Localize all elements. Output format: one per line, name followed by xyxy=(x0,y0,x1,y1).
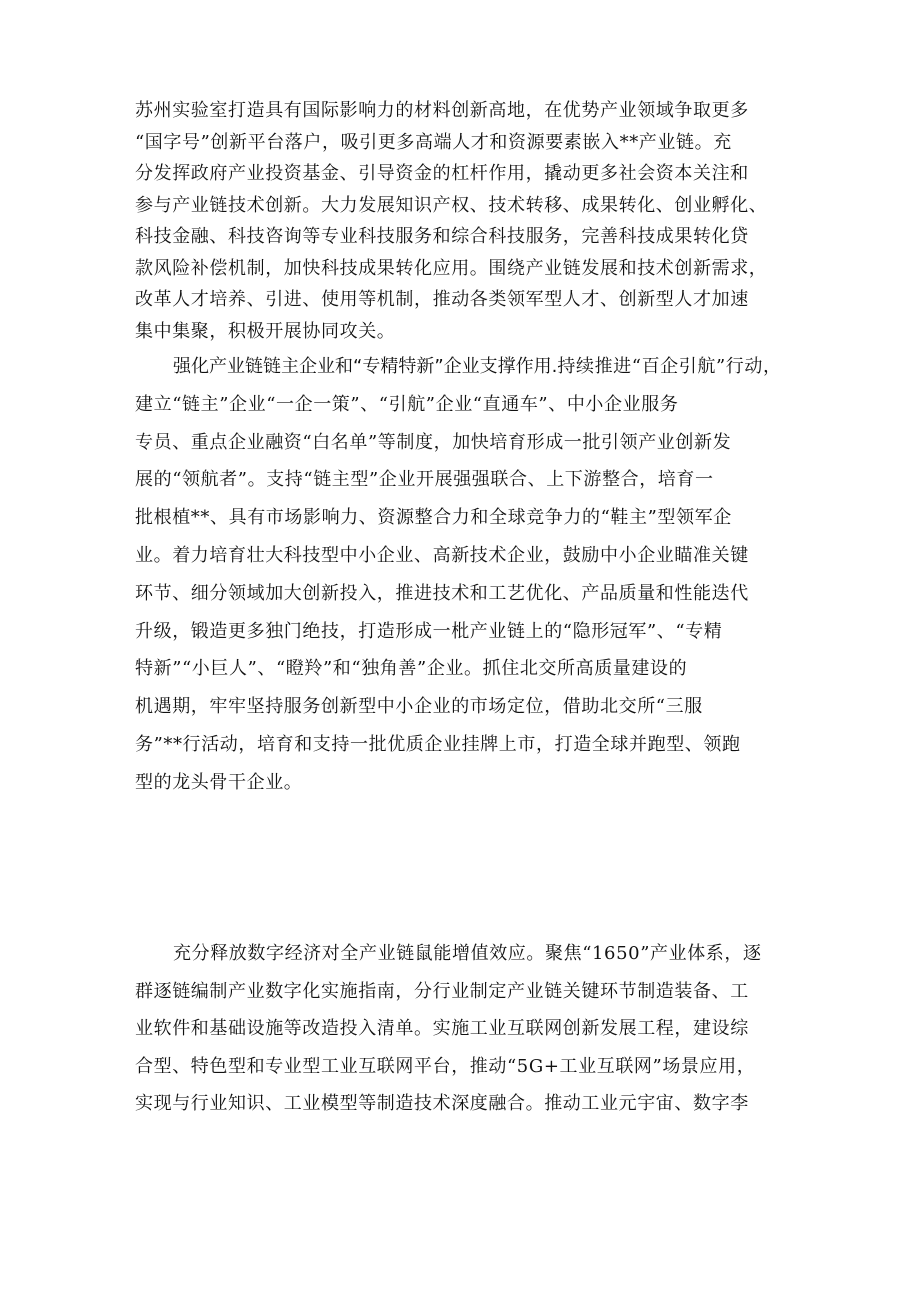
text-line: 批根植**、具有市场影响力、资源整合力和全球竞争力的“鞋主”型领军企 xyxy=(135,507,732,529)
text-line: 苏州实验室打造具有国际影响力的材料创新高地，在优势产业领域争取更多 xyxy=(135,100,749,121)
text-line: 改革人才培养、引进、使用等机制，推动各类领军型人才、创新型人才加速 xyxy=(135,289,749,310)
text-line: 环节、细分领域加大创新投入，推进技术和工艺优化、产品质量和性能迭代 xyxy=(135,582,749,604)
text-line: 群逐链编制产业数字化实施指南，分行业制定产业链关键环节制造装备、工 xyxy=(135,980,749,1002)
text-line: 升级，锻造更多独门绝技，打造形成一枇产业链上的“隐形冠军”、“专精 xyxy=(135,620,723,642)
text-line: 特新”“小巨人”、“瞪羚”和“独角善”企业。抓住北交所高质量建设的 xyxy=(135,658,688,680)
text-line: 务”**行活动，培育和支持一批优质企业挂牌上市，打造全球并跑型、领跑 xyxy=(135,733,741,755)
text-line: 分发挥政府产业投资基金、引导资金的杠杆作用，撬动更多社会资本关注和 xyxy=(135,163,749,184)
text-line: 型的龙头骨干企业。 xyxy=(135,771,303,793)
text-line: 展的“领航者”。支持“链主型”企业开展强强联合、上下游整合，培育一 xyxy=(135,469,714,491)
text-line: 实现与行业知识、工业模型等制造技术深度融合。推动工业元宇宙、数字李 xyxy=(135,1093,749,1115)
text-line: 业。着力培育壮大科技型中小企业、高新技术企业，鼓励中小企业瞄准关键 xyxy=(135,544,749,566)
text-line-first: 充分释放数字经济对全产业链鼠能增值效应。聚焦“1650”产业体系，逐 xyxy=(173,943,762,964)
text-line: 合型、特色型和专业型工业互联网平台，推动“5G+工业互联网”场景应用， xyxy=(135,1055,756,1077)
paragraph-lead-heading: 强化产业链链主企业和“专精特新”企业支撑作用. xyxy=(173,356,558,377)
text-line: 参与产业链技术创新。大力发展知识产权、技术转移、成果转化、创业孵化、 xyxy=(135,194,768,216)
text-line: 机遇期，牢牢坚持服务创新型中小企业的市场定位，借助北交所“三服 xyxy=(135,696,703,718)
paragraph-digital-economy xyxy=(135,935,790,1123)
text-line-rest: 持续推进“百企引航”行动， xyxy=(557,356,782,377)
text-line: 集中集聚，积极开展协同攻关。 xyxy=(135,320,396,342)
text-line: 款风险补偿机制，加快科技成果转化应用。围绕产业链发展和技术创新需求， xyxy=(135,257,768,279)
text-line: 建立“链主”企业“一企一策”、“引航”企业“直通车”、中小企业服务 xyxy=(135,393,679,415)
paragraph-talent-innovation xyxy=(135,95,790,347)
paragraph-chain-leader-enterprises xyxy=(135,348,790,802)
text-line-first xyxy=(135,348,790,386)
text-line: “国字号”创新平台落户，吸引更多高端人才和资源要素嵌入**产业链。充 xyxy=(135,131,732,153)
text-line: 业软件和基础设施等改造投入清单。实施工业互联网创新发展工程，建设综 xyxy=(135,1018,749,1040)
text-line: 专员、重点企业融资“白名单”等制度，加快培育形成一批引领产业创新发 xyxy=(135,431,732,453)
text-line: 科技金融、科技咨询等专业科技服务和综合科技服务，完善科技成果转化贷 xyxy=(135,226,749,247)
